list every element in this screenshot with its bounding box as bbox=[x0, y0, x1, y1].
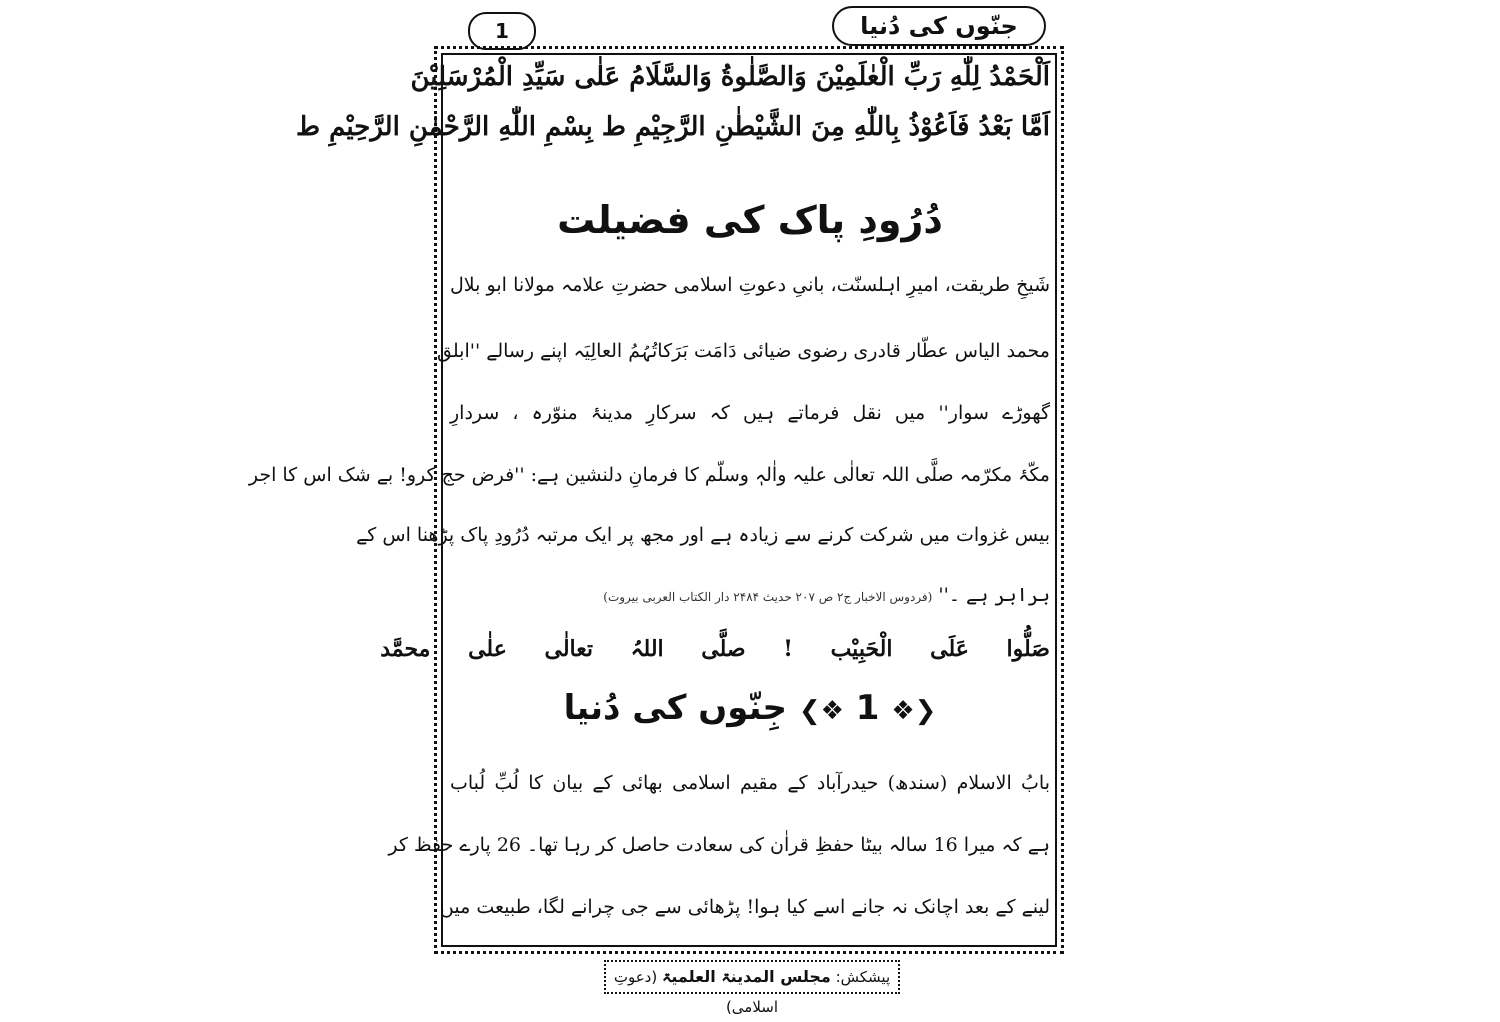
ornament-right-icon: ❖❯ bbox=[798, 696, 844, 726]
ornament-left-icon: ❮❖ bbox=[891, 696, 937, 726]
footer-publisher: مجلس المدینۃ العلمیۃ bbox=[662, 967, 831, 986]
paragraph1-line-5: بیس غزوات میں شرکت کرنے سے زیادہ ہے اور مجھ پر ایک مرتبہ دُرُودِ پاک پڑھنا اس کے bbox=[356, 524, 1050, 546]
paragraph1-ending: برابر ہے ۔'' bbox=[938, 584, 1050, 606]
paragraph2-line-2: ہے کہ میرا 16 سالہ بیٹا حفظِ قراٰن کی سعادت حاصل کر رہا تھا۔ 26 پارے حفظ کر bbox=[388, 834, 1050, 856]
chapter-title: جِنّوں کی دُنیا bbox=[563, 688, 788, 728]
salutation-right: صلَّی اللہُ تعالٰی علٰی محمَّد bbox=[380, 636, 746, 662]
salutation-left: صَلُّوا عَلَی الْحَبِیْب ! bbox=[783, 636, 1050, 662]
paragraph1-line-3: گھوڑے سوار'' میں نقل فرماتے ہیں کہ سرکارِ مدینۂ منوّرہ ، سردارِ bbox=[450, 402, 1050, 424]
opening-line-1: اَلْحَمْدُ لِلّٰهِ رَبِّ الْعٰلَمِیْنَ وَالصَّلٰوةُ وَالسَّلَامُ عَلٰی سَیِّدِ الْمُرْسَلِیْنَ bbox=[410, 62, 1050, 92]
paragraph2-line-1: بابُ الاسلام (سندھ) حیدرآباد کے مقیم اسلامی بھائی کے بیان کا لُبِّ لُباب bbox=[450, 772, 1050, 794]
paragraph1-line-4: مکّۂ مکرّمہ صلَّی اللہ تعالٰی علیہ واٰلہٖ وسلّم کا فرمانِ دلنشین ہے: ''فرض حج کرو! بے شک اس کا اجر bbox=[248, 464, 1050, 486]
footer-suffix: (دعوتِ اسلامی) bbox=[613, 968, 779, 1016]
section-title: دُرُودِ پاک کی فضیلت bbox=[557, 198, 943, 242]
paragraph1-last-line bbox=[450, 584, 1050, 606]
chapter-heading bbox=[450, 688, 1050, 728]
paragraph1-line-2: محمد الیاس عطّار قادری رضوی ضیائی دَامَت بَرَکاتُہُمُ العالِیَہ اپنے رسالے ''ابلق bbox=[437, 340, 1050, 362]
chapter-number: 1 bbox=[855, 688, 880, 728]
footer-prefix: پیشکش: bbox=[835, 968, 891, 986]
paragraph1-line-1: شَیخِ طریقت، امیرِ اہلسنّت، بانیِ دعوتِ اسلامی حضرتِ علامہ مولانا ابو بلال bbox=[450, 274, 1050, 296]
opening-line-2: اَمَّا بَعْدُ فَاَعُوْذُ بِاللّٰهِ مِنَ الشَّیْطٰنِ الرَّجِیْمِ ط بِسْمِ اللّٰهِ الرَّحْمٰنِ الرَّحِیْمِ ط bbox=[296, 112, 1050, 142]
page-number: 1 bbox=[468, 12, 536, 50]
publisher-footer bbox=[604, 960, 900, 1016]
salutation-line bbox=[380, 636, 1050, 662]
paragraph2-line-3: لینے کے بعد اچانک نہ جانے اسے کیا ہوا! پڑھائی سے جی چرانے لگا، طبیعت میں bbox=[439, 896, 1050, 918]
book-title: جنّوں کی دُنیا bbox=[832, 6, 1046, 46]
page-border bbox=[248, 46, 1064, 954]
hadith-reference: (فردوس الاخبار ج۲ ص ۲۰۷ حدیث ۲۴۸۴ دار الکتاب العربی بیروت) bbox=[603, 590, 933, 604]
